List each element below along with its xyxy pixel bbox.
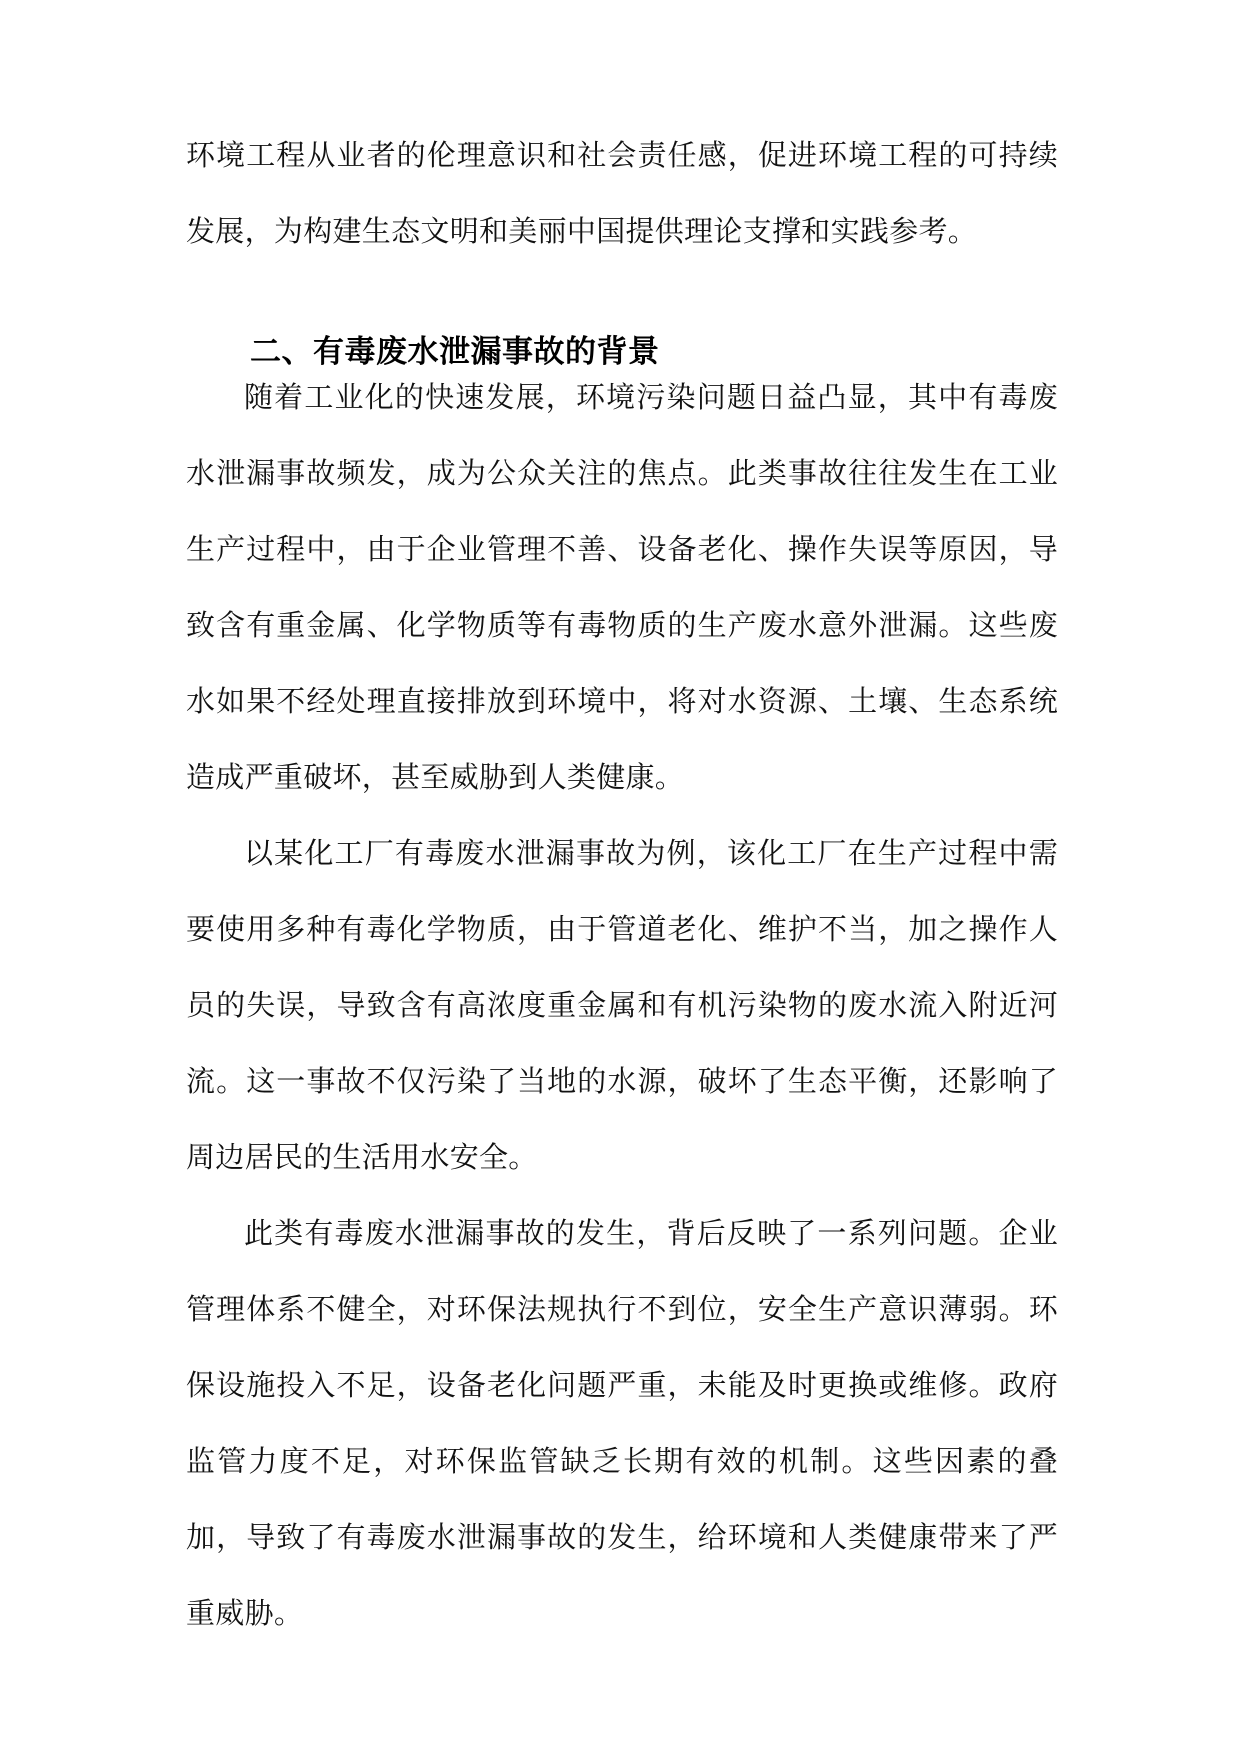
section-heading: 二、有毒废水泄漏事故的背景 (250, 334, 660, 370)
body-paragraph: 此类有毒废水泄漏事故的发生，背后反映了一系列问题。企业管理体系不健全，对环保法规执行不到位，安全生产意识薄弱。环保设施投入不足，设备老化问题严重，未能及时更换或维修。政府监管力度不足，对环保监管缺乏长期有效的机制。这些因素的叠加，导致了有毒废水泄漏事故的发生，给环境和人类健康带来了严重威胁。 (186, 1216, 1058, 1630)
intro-paragraph: 环境工程从业者的伦理意识和社会责任感，促进环境工程的可持续发展，为构建生态文明和美丽中国提供理论支撑和实践参考。 (186, 138, 1058, 248)
body-paragraph: 随着工业化的快速发展，环境污染问题日益凸显，其中有毒废水泄漏事故频发，成为公众关注的焦点。此类事故往往发生在工业生产过程中，由于企业管理不善、设备老化、操作失误等原因，导致含有重金属、化学物质等有毒物质的生产废水意外泄漏。这些废水如果不经处理直接排放到环境中，将对水资源、土壤、生态系统造成严重破坏，甚至威胁到人类健康。 (186, 380, 1058, 794)
body-paragraph: 以某化工厂有毒废水泄漏事故为例，该化工厂在生产过程中需要使用多种有毒化学物质，由于管道老化、维护不当，加之操作人员的失误，导致含有高浓度重金属和有机污染物的废水流入附近河流。这一事故不仅污染了当地的水源，破坏了生态平衡，还影响了周边居民的生活用水安全。 (186, 836, 1058, 1174)
body-text-block (186, 359, 1058, 1651)
intro-text-block (186, 117, 1058, 269)
